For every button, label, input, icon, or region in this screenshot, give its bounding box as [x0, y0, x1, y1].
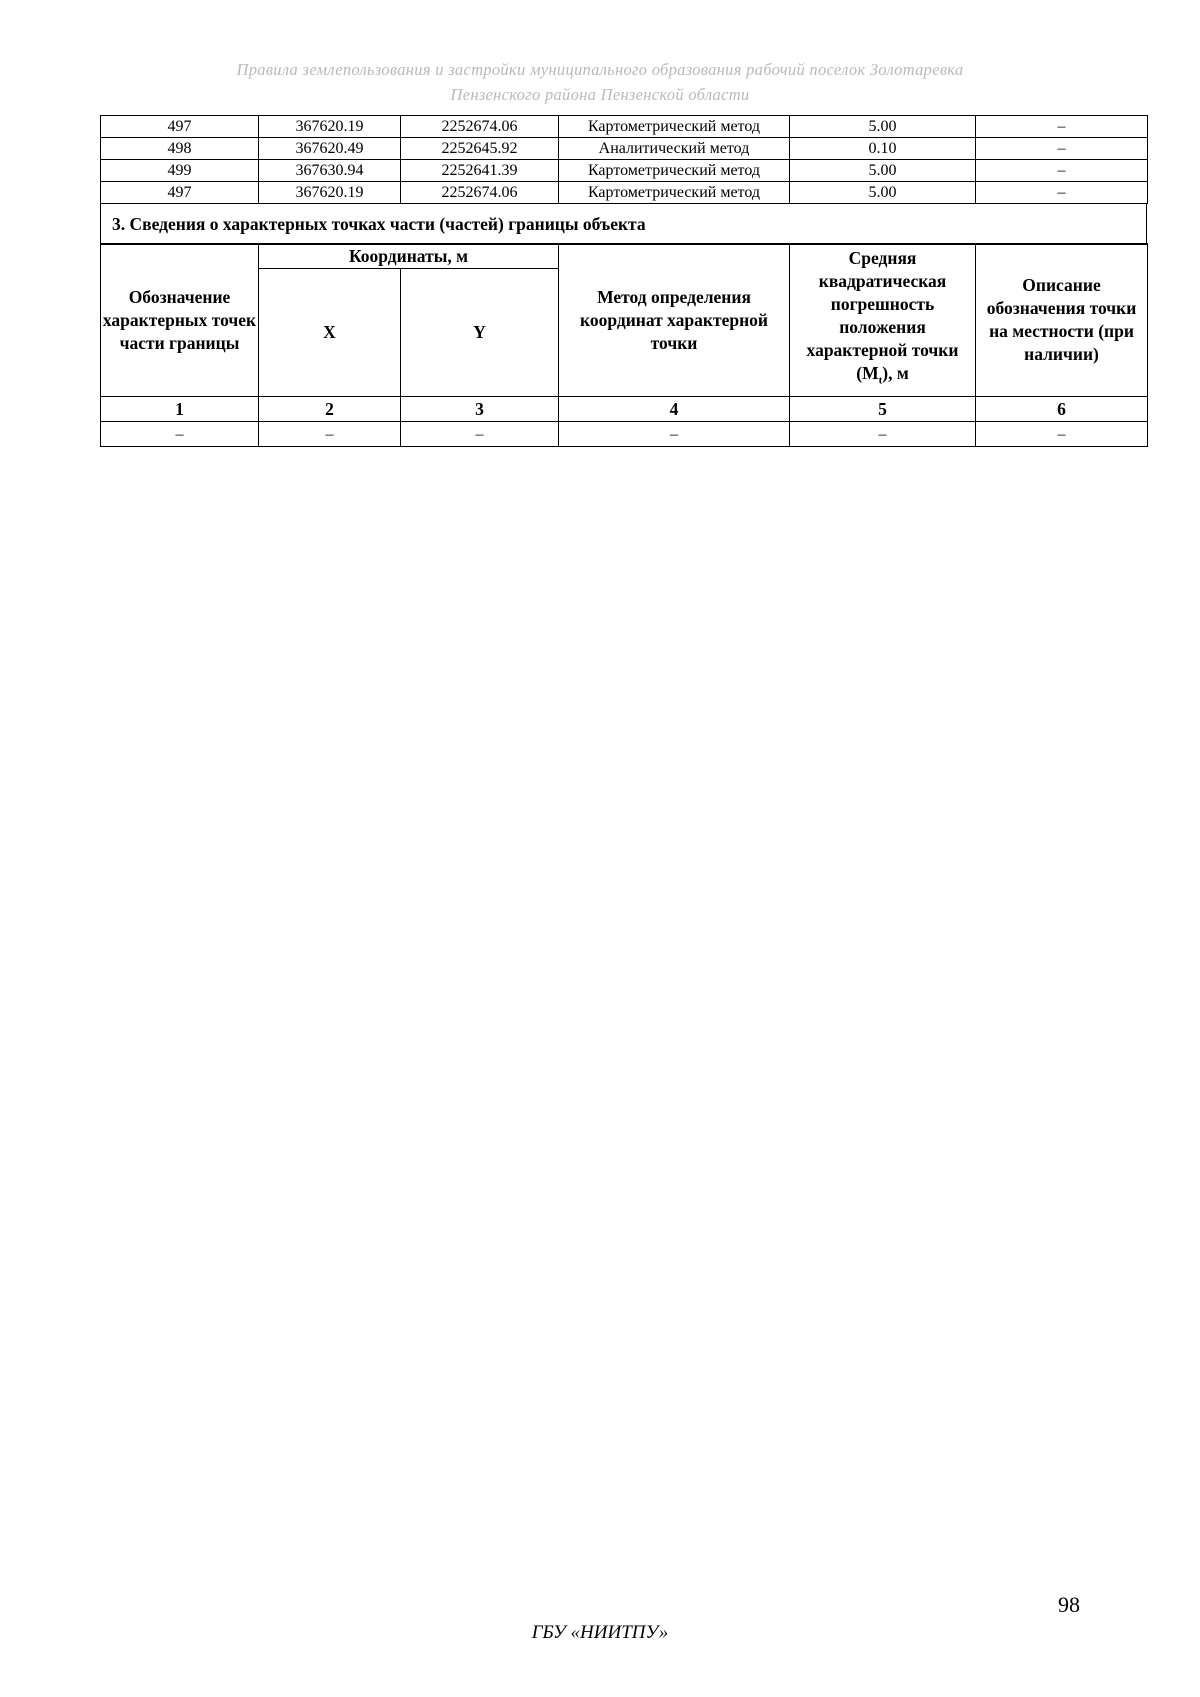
empty-cell: –: [101, 422, 259, 447]
point-id: 497: [101, 116, 259, 138]
description: –: [976, 138, 1148, 160]
error-value: 5.00: [790, 160, 976, 182]
empty-cell: –: [259, 422, 401, 447]
point-id: 498: [101, 138, 259, 160]
section-title: 3. Сведения о характерных точках части (частей) границы объекта: [101, 204, 1147, 245]
page-number: 98: [1058, 1592, 1080, 1617]
part-boundary-table: [100, 243, 1148, 447]
header-line-2: Пензенского района Пензенской области: [450, 85, 750, 104]
x-coordinate: 367620.49: [259, 138, 401, 160]
method: Картометрический метод: [559, 182, 790, 204]
point-id: 497: [101, 182, 259, 204]
y-coordinate: 2252641.39: [401, 160, 559, 182]
x-header: X: [259, 269, 401, 397]
table-row: [101, 138, 1148, 160]
table-row: [101, 182, 1148, 204]
error-header: [790, 244, 976, 397]
error-header-unit: ), м: [882, 363, 909, 384]
table-row: [101, 160, 1148, 182]
column-number: 4: [559, 397, 790, 422]
y-coordinate: 2252674.06: [401, 116, 559, 138]
x-coordinate: 367620.19: [259, 116, 401, 138]
column-number: 1: [101, 397, 259, 422]
error-value: 5.00: [790, 116, 976, 138]
column-number-row: [101, 397, 1148, 422]
table-row: [101, 422, 1148, 447]
point-id: 499: [101, 160, 259, 182]
points-table: [100, 115, 1148, 204]
column-number: 2: [259, 397, 401, 422]
method-header: Метод определения координат характерной точки: [559, 244, 790, 397]
error-value: 5.00: [790, 182, 976, 204]
empty-cell: –: [790, 422, 976, 447]
coordinates-header: Координаты, м: [259, 244, 559, 269]
table-row: [101, 116, 1148, 138]
designation-header: Обозначение характерных точек части границы: [101, 244, 259, 397]
method: Картометрический метод: [559, 116, 790, 138]
description: –: [976, 160, 1148, 182]
header-line-1: Правила землепользования и застройки муниципального образования рабочий поселок Золотаревка: [236, 60, 964, 79]
error-header-subscript: t: [878, 374, 883, 387]
description-header: Описание обозначения точки на местности (при наличии): [976, 244, 1148, 397]
column-number: 6: [976, 397, 1148, 422]
error-value: 0.10: [790, 138, 976, 160]
y-header: Y: [401, 269, 559, 397]
description: –: [976, 182, 1148, 204]
x-coordinate: 367630.94: [259, 160, 401, 182]
y-coordinate: 2252645.92: [401, 138, 559, 160]
empty-cell: –: [401, 422, 559, 447]
section-title-table: [100, 203, 1147, 245]
empty-cell: –: [976, 422, 1148, 447]
description: –: [976, 116, 1148, 138]
method: Аналитический метод: [559, 138, 790, 160]
empty-cell: –: [559, 422, 790, 447]
document-footer: ГБУ «НИИТПУ»: [531, 1622, 669, 1643]
document-header: [100, 57, 1100, 107]
x-coordinate: 367620.19: [259, 182, 401, 204]
error-header-text: Средняя квадратическая погрешность положения характерной точки (M: [806, 248, 959, 384]
y-coordinate: 2252674.06: [401, 182, 559, 204]
column-number: 3: [401, 397, 559, 422]
method: Картометрический метод: [559, 160, 790, 182]
column-number: 5: [790, 397, 976, 422]
